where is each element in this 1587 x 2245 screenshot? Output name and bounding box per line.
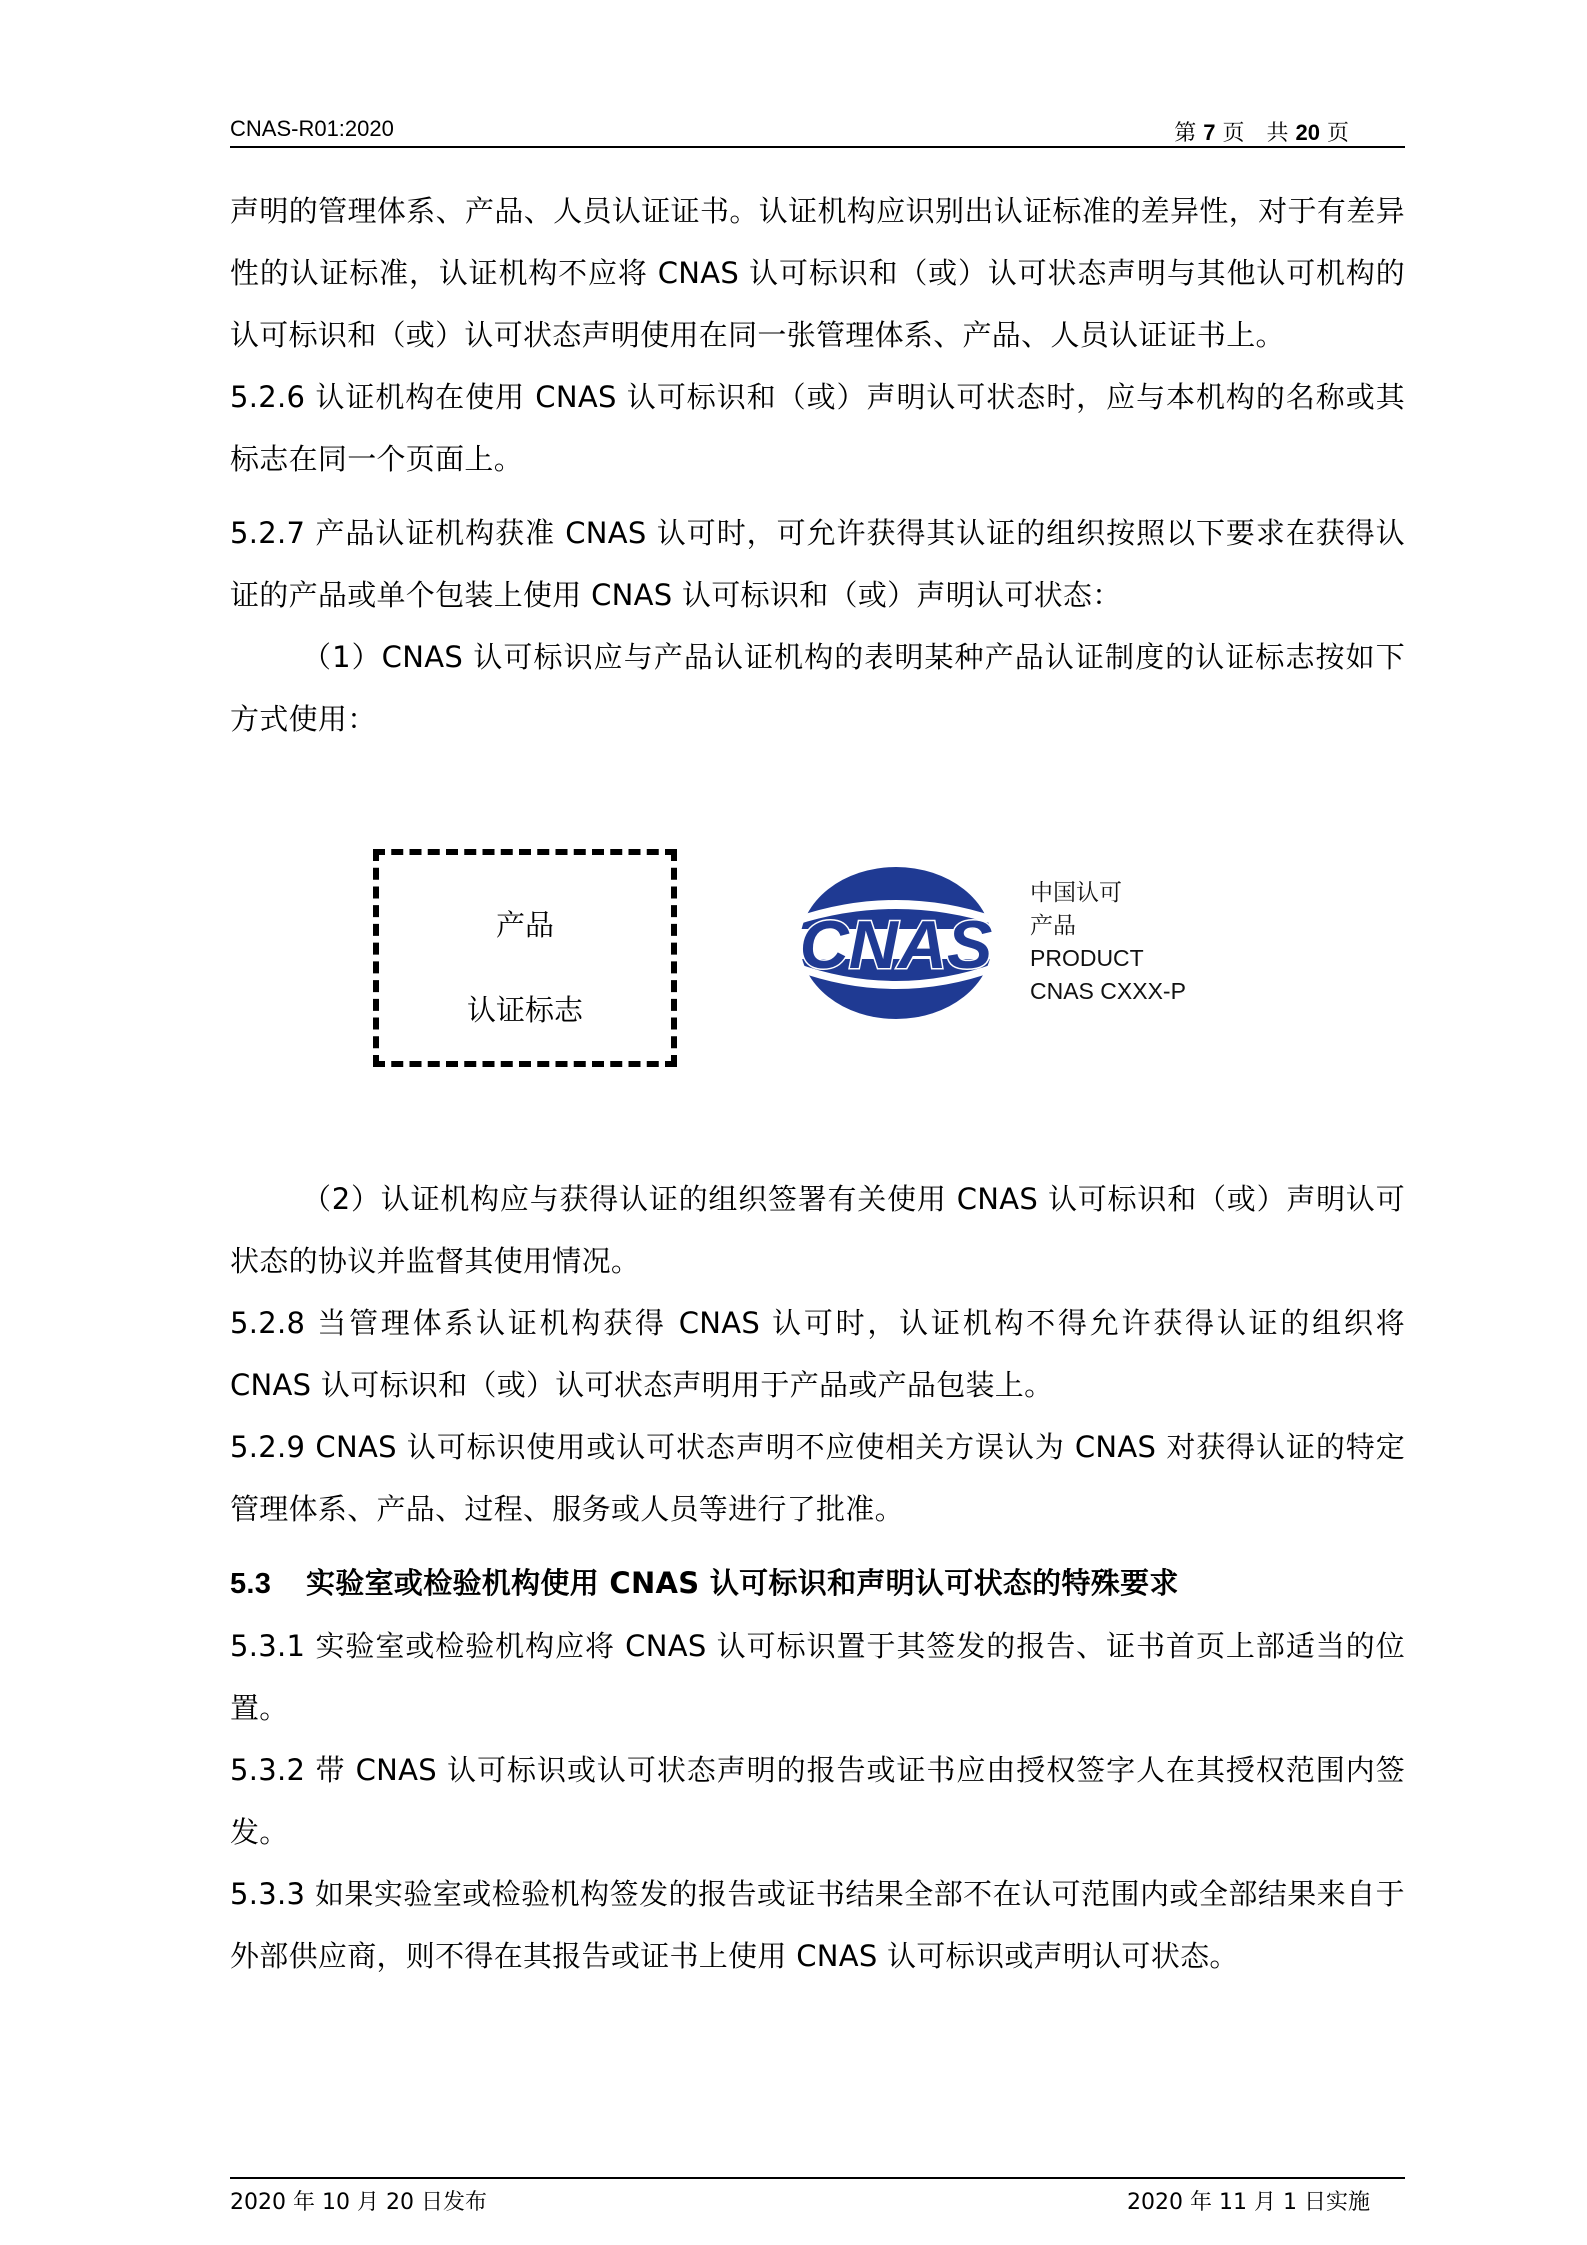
effective-date: 2020 年 11 月 1 日实施: [1127, 2190, 1370, 2215]
placeholder-line-1: 产品: [495, 908, 554, 942]
clause-5-3-1: 5.3.1 实验室或检验机构应将 CNAS 认可标识置于其签发的报告、证书首页上部适当的位置。: [230, 1629, 1405, 1725]
cnas-logo-caption: [1030, 876, 1186, 1008]
placeholder-line-2: 认证标志: [466, 993, 583, 1027]
certification-mark-placeholder: [373, 849, 677, 1067]
clause-5-2-8: 5.2.8 当管理体系认证机构获得 CNAS 认可时，认证机构不得允许获得认证的组织将 CNAS 认可标识和（或）认可状态声明用于产品或产品包装上。: [230, 1306, 1405, 1402]
document-body: [230, 180, 1405, 1987]
section-heading-5-3: [230, 1552, 1405, 1615]
logo-caption-line: PRODUCT: [1030, 945, 1144, 971]
page-footer: [230, 2177, 1405, 2215]
section-number: 5.3: [230, 1568, 272, 1600]
logo-caption-line: 中国认可: [1030, 879, 1122, 905]
logo-caption-line: CNAS CXXX-P: [1030, 978, 1186, 1004]
section-title: 实验室或检验机构使用 CNAS 认可标识和声明认可状态的特殊要求: [306, 1566, 1179, 1600]
logo-caption-line: 产品: [1030, 912, 1076, 938]
clause-5-2-7-item-2: （2）认证机构应与获得认证的组织签署有关使用 CNAS 认可标识和（或）声明认可状态的协议并监督其使用情况。: [230, 1182, 1405, 1278]
clause-5-3-3: 5.3.3 如果实验室或检验机构签发的报告或证书结果全部不在认可范围内或全部结果来自于外部供应商，则不得在其报告或证书上使用 CNAS 认可标识或声明认可状态。: [230, 1877, 1405, 1973]
clause-5-2-6: 5.2.6 认证机构在使用 CNAS 认可标识和（或）声明认可状态时，应与本机构的名称或其标志在同一个页面上。: [230, 380, 1405, 476]
mark-usage-figure: [230, 750, 1405, 1168]
paragraph: 声明的管理体系、产品、人员认证证书。认证机构应识别出认证标准的差异性，对于有差异性的认证标准，认证机构不应将 CNAS 认可标识和（或）认可状态声明与其他认可机构的认可标识和（或）认可状态声明使用在同一张管理体系、产品、人员认证证书上。: [230, 194, 1405, 352]
clause-5-2-7-item-1: （1）CNAS 认可标识应与产品认证机构的表明某种产品认证制度的认证标志按如下方式使用：: [230, 640, 1405, 736]
clause-5-2-7: 5.2.7 产品认证机构获准 CNAS 认可时，可允许获得其认证的组织按照以下要求在获得认证的产品或单个包装上使用 CNAS 认可标识和（或）声明认可状态：: [230, 516, 1405, 612]
clause-5-3-2: 5.3.2 带 CNAS 认可标识或认可状态声明的报告或证书应由授权签字人在其授权范围内签发。: [230, 1753, 1405, 1849]
page-header: [230, 112, 1405, 148]
cnas-logo-text: CNAS: [799, 907, 993, 983]
cnas-logo-icon: [796, 863, 996, 1023]
document-id: CNAS-R01:2020: [230, 116, 394, 141]
publish-date: 2020 年 10 月 20 日发布: [230, 2190, 487, 2215]
page-number: 第 7 页 共 20 页: [1174, 120, 1349, 146]
clause-5-2-9: 5.2.9 CNAS 认可标识使用或认可状态声明不应使相关方误认为 CNAS 对获得认证的特定管理体系、产品、过程、服务或人员等进行了批准。: [230, 1430, 1405, 1526]
